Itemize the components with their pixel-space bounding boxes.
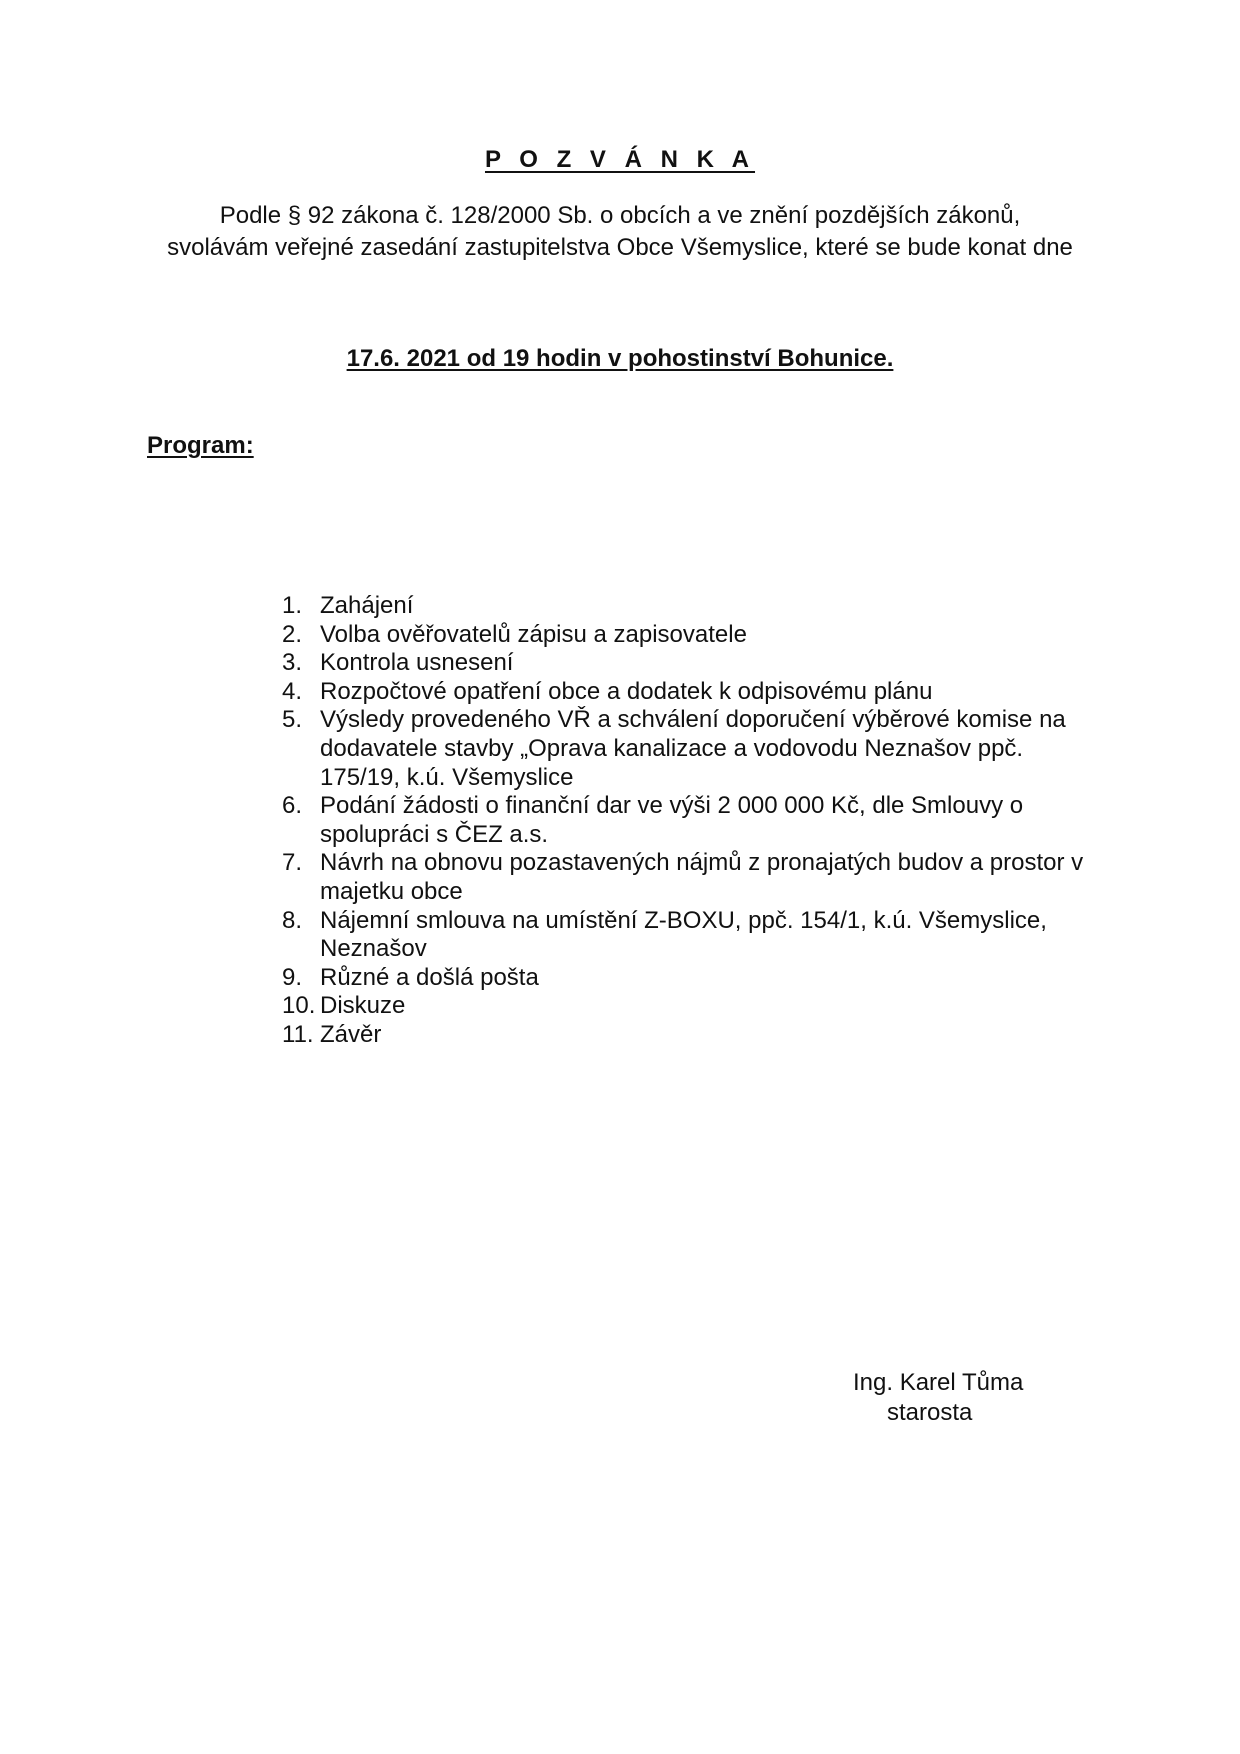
agenda-item-text: Výsledy provedeného VŘ a schválení doporučení výběrové komise na dodavatele stavby „Oprava kanalizace a vodovodu Neznašov ppč. 175/19, k.ú. Všemyslice [320,706,1066,791]
agenda-item-text: Rozpočtové opatření obce a dodatek k odpisovému plánu [320,677,933,705]
agenda-item-text: Volba ověřovatelů zápisu a zapisovatele [320,620,747,648]
agenda-item-number: 3. [282,649,303,677]
agenda-item [282,907,1102,964]
document-title: P O Z V Á N K A [484,146,756,173]
agenda-item [282,992,1102,1021]
intro-paragraph [0,200,1240,264]
agenda-item-number: 2. [282,620,303,648]
signatory-role: starosta [887,1399,973,1426]
agenda-item-number: 6. [282,792,303,820]
agenda-list [282,592,1102,1050]
agenda-item-number: 10. [282,992,316,1020]
agenda-item [282,792,1102,849]
agenda-item-number: 8. [282,906,303,934]
intro-line-2: svolávám veřejné zasedání zastupitelstva Obce Všemyslice, které se bude konat dne [167,234,1073,261]
agenda-item [282,592,1102,621]
agenda-item-number: 5. [282,706,303,734]
agenda-item-text: Nájemní smlouva na umístění Z-BOXU, ppč. 154/1, k.ú. Všemyslice, Neznašov [320,906,1047,963]
agenda-item-text: Zahájení [320,592,414,619]
intro-line-1: Podle § 92 zákona č. 128/2000 Sb. o obcích a ve znění pozdějších zákonů, [219,202,1021,229]
agenda-item [282,706,1102,792]
agenda-item [282,849,1102,906]
signatory-name: Ing. Karel Tůma [853,1369,1024,1396]
signature-block [853,1368,1023,1428]
agenda-item-number: 7. [282,849,303,877]
agenda-item-number: 11. [282,1020,314,1048]
agenda-item [282,621,1102,650]
agenda-item [282,678,1102,707]
agenda-item-number: 9. [282,963,303,991]
agenda-item [282,964,1102,993]
agenda-item-text: Závěr [320,1020,382,1048]
agenda-item [282,649,1102,678]
agenda-item-text: Různé a došlá pošta [320,963,539,991]
agenda-item-number: 4. [282,677,303,705]
agenda-item [282,1021,1102,1050]
agenda-item-number: 1. [282,592,303,619]
agenda-item-text: Návrh na obnovu pozastavených nájmů z pronajatých budov a prostor v majetku obce [320,849,1084,905]
program-label: Program: [147,432,254,459]
agenda-item-text: Diskuze [320,992,406,1020]
agenda-item-text: Podání žádosti o finanční dar ve výši 2 000 000 Kč, dle Smlouvy o spolupráci s ČEZ a.s. [320,792,1024,848]
agenda-item-text: Kontrola usnesení [320,649,514,677]
meeting-date-line: 17.6. 2021 od 19 hodin v pohostinství Bohunice. [346,345,894,372]
